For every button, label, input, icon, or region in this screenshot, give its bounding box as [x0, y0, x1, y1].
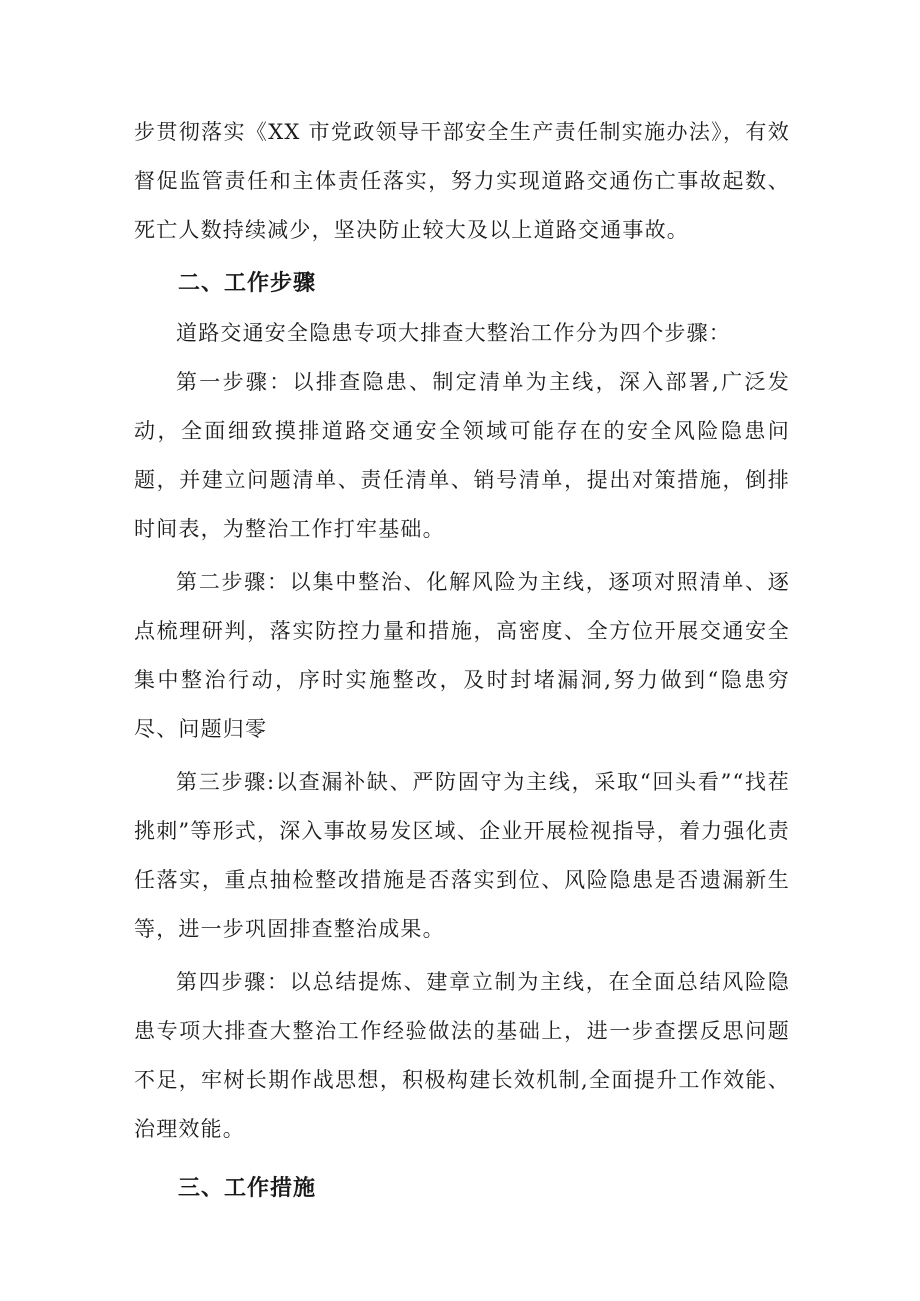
document-body	[134, 108, 790, 1214]
section-three-heading: 三、工作措施	[178, 1176, 317, 1201]
intro-paragraph: 步贯彻落实《XX 市党政领导干部安全生产责任制实施办法》，有效督促监管责任和主体责任落实，努力实现道路交通伤亡事故起数、死亡人数持续减少，坚决防止较大及以上道路交通事故。	[134, 120, 790, 242]
step-one-paragraph: 第一步骤：以排查隐患、制定清单为主线，深入部署,广泛发动，全面细致摸排道路交通安全领域可能存在的安全风险隐患问题，并建立问题清单、责任清单、销号清单，提出对策措施，倒排时间表，为整治工作打牢基础。	[134, 370, 790, 541]
step-two-paragraph: 第二步骤：以集中整治、化解风险为主线，逐项对照清单、逐点梳理研判，落实防控力量和措施，高密度、全方位开展交通安全集中整治行动，序时实施整改，及时封堵漏洞,努力做到“隐患穷尽、问题归零	[134, 570, 790, 741]
section-two-heading: 二、工作步骤	[178, 271, 317, 296]
steps-intro-paragraph: 道路交通安全隐患专项大排查大整治工作分为四个步骤：	[176, 321, 731, 345]
step-three-paragraph: 第三步骤:以查漏补缺、严防固守为主线，采取“回头看”“找茬挑刺”等形式，深入事故易发区域、企业开展检视指导，着力强化责任落实，重点抽检整改措施是否落实到位、风险隐患是否遗漏新生等，进一步巩固排查整治成果。	[134, 770, 790, 941]
step-four-paragraph: 第四步骤：以总结提炼、建章立制为主线，在全面总结风险隐患专项大排查大整治工作经验做法的基础上，进一步查摆反思问题不足，牢树长期作战思想，积极构建长效机制,全面提升工作效能、治理效能。	[134, 970, 790, 1141]
